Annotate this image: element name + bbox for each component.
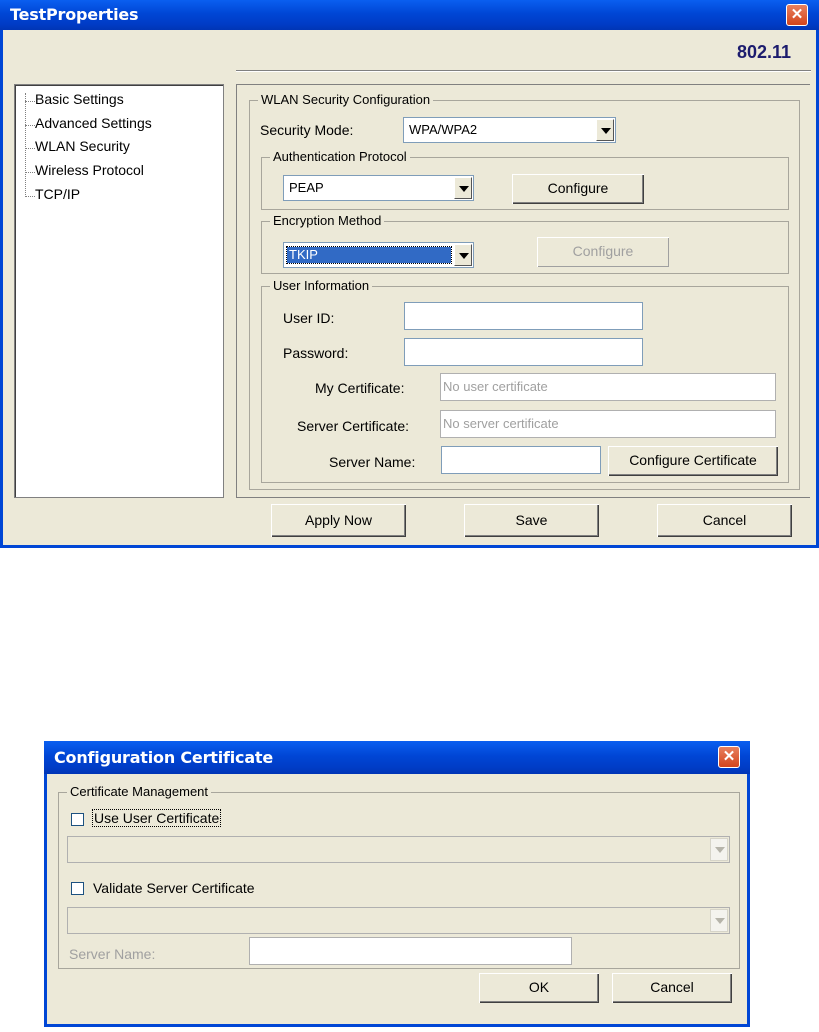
dialog-title-bar: [44, 741, 750, 774]
authentication-protocol-value: PEAP: [289, 180, 324, 195]
security-mode-label: Security Mode:: [260, 122, 354, 138]
chevron-down-icon[interactable]: [710, 909, 728, 932]
wlan-security-legend: WLAN Security Configuration: [258, 92, 433, 107]
my-certificate-field: No user certificate: [440, 373, 776, 401]
enc-configure-button[interactable]: Configure: [537, 237, 669, 267]
dialog-title: Configuration Certificate: [54, 748, 274, 767]
tree-item-wireless-protocol[interactable]: Wireless Protocol: [35, 162, 144, 178]
certificate-management-legend: Certificate Management: [67, 784, 211, 799]
dialog-server-name-input[interactable]: [249, 937, 572, 965]
user-id-input[interactable]: [404, 302, 643, 330]
apply-now-button[interactable]: Apply Now: [271, 504, 406, 537]
tree-item-basic-settings[interactable]: Basic Settings: [35, 91, 124, 107]
header-divider: [236, 70, 811, 72]
authentication-protocol-legend: Authentication Protocol: [270, 149, 410, 164]
password-input[interactable]: [404, 338, 643, 366]
authentication-protocol-select[interactable]: [283, 175, 474, 201]
validate-server-certificate-label[interactable]: Validate Server Certificate: [93, 880, 255, 896]
use-user-certificate-label[interactable]: Use User Certificate: [94, 810, 220, 826]
encryption-method-select[interactable]: [283, 242, 474, 268]
window-title: TestProperties: [10, 5, 139, 24]
user-information-legend: User Information: [270, 278, 372, 293]
user-id-label: User ID:: [283, 310, 335, 326]
chevron-down-icon[interactable]: [710, 838, 728, 861]
server-certificate-field: No server certificate: [440, 410, 776, 438]
tree-item-tcpip[interactable]: TCP/IP: [35, 186, 81, 202]
cancel-button[interactable]: Cancel: [657, 504, 792, 537]
password-label: Password:: [283, 345, 349, 361]
title-bar: [0, 0, 819, 30]
configure-certificate-button[interactable]: Configure Certificate: [608, 446, 778, 476]
close-icon[interactable]: ✕: [718, 746, 740, 768]
server-certificate-label: Server Certificate:: [297, 418, 410, 434]
tree-item-advanced-settings[interactable]: Advanced Settings: [35, 115, 152, 131]
ok-button[interactable]: OK: [479, 973, 599, 1003]
configuration-certificate-dialog: [44, 741, 750, 1027]
my-certificate-label: My Certificate:: [315, 380, 405, 396]
server-name-label: Server Name:: [329, 454, 416, 470]
badge-80211: 802.11: [737, 42, 792, 62]
dialog-server-name-label: Server Name:: [69, 946, 156, 962]
server-certificate-select[interactable]: [67, 907, 730, 934]
settings-tree: [14, 84, 224, 498]
encryption-method-value: TKIP: [287, 247, 451, 263]
chevron-down-icon[interactable]: [454, 244, 472, 266]
server-name-input[interactable]: [441, 446, 601, 474]
encryption-method-legend: Encryption Method: [270, 213, 384, 228]
chevron-down-icon[interactable]: [454, 177, 472, 199]
tree-item-wlan-security[interactable]: WLAN Security: [35, 138, 130, 154]
security-mode-value: WPA/WPA2: [409, 122, 478, 137]
validate-server-certificate-checkbox[interactable]: [71, 882, 84, 895]
save-button[interactable]: Save: [464, 504, 599, 537]
use-user-certificate-checkbox[interactable]: [71, 813, 84, 826]
close-icon[interactable]: ✕: [786, 4, 808, 26]
chevron-down-icon[interactable]: [596, 119, 614, 141]
user-certificate-select[interactable]: [67, 836, 730, 863]
dialog-cancel-button[interactable]: Cancel: [612, 973, 732, 1003]
security-mode-select[interactable]: [403, 117, 616, 143]
auth-configure-button[interactable]: Configure: [512, 174, 644, 204]
